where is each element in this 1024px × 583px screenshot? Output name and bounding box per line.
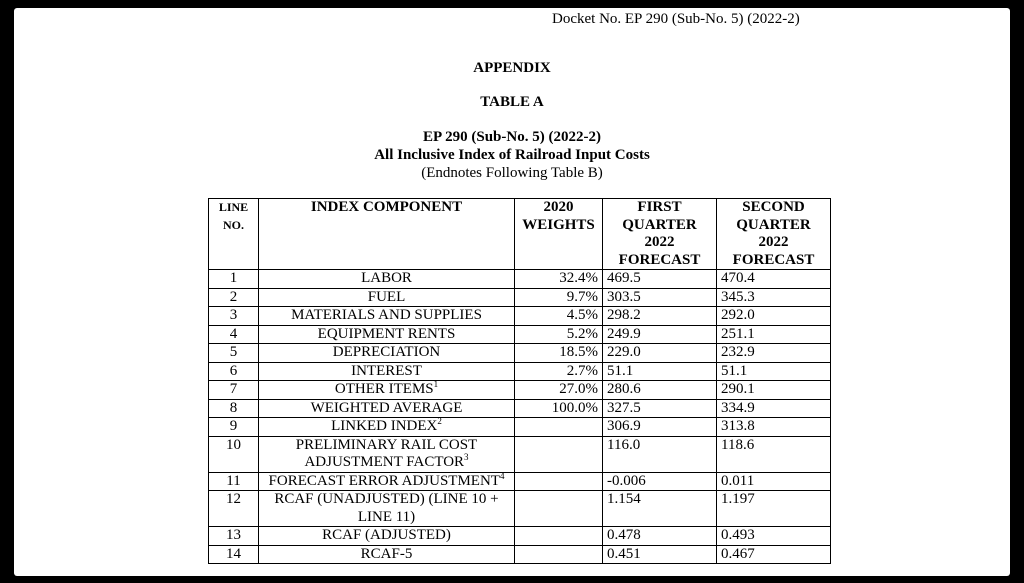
table-row — [209, 325, 831, 344]
endnotes-note: (Endnotes Following Table B) — [421, 165, 603, 181]
first-quarter-cell: 0.478 — [603, 527, 717, 546]
second-quarter-cell: 290.1 — [717, 381, 831, 400]
weight-cell: 9.7% — [515, 288, 603, 307]
docket-number: Docket No. EP 290 (Sub-No. 5) (2022-2) — [552, 11, 800, 27]
component-label: MATERIALS AND SUPPLIES — [291, 307, 482, 323]
second-quarter-cell: 313.8 — [717, 418, 831, 437]
index-table — [208, 198, 831, 564]
index-component-cell — [259, 344, 515, 363]
second-quarter-cell: 232.9 — [717, 344, 831, 363]
table-row — [209, 491, 831, 527]
index-component-cell — [259, 307, 515, 326]
weight-cell — [515, 436, 603, 472]
line-number-cell: 7 — [209, 381, 259, 400]
component-label: LABOR — [361, 270, 412, 286]
index-component-cell — [259, 545, 515, 564]
table-row — [209, 288, 831, 307]
weight-cell — [515, 472, 603, 491]
endnote-marker: 2 — [437, 416, 442, 426]
first-quarter-cell: 298.2 — [603, 307, 717, 326]
table-label: TABLE A — [480, 94, 544, 110]
component-label: FUEL — [367, 288, 406, 305]
first-quarter-cell: 327.5 — [603, 399, 717, 418]
second-quarter-cell: 1.197 — [717, 491, 831, 527]
component-label: EQUIPMENT RENTS — [317, 325, 456, 342]
index-component-cell — [259, 381, 515, 400]
header-second-quarter: SECOND QUARTER 2022 FORECAST — [717, 199, 831, 270]
first-quarter-cell: 303.5 — [603, 288, 717, 307]
index-component-cell — [259, 472, 515, 491]
second-quarter-cell: 334.9 — [717, 399, 831, 418]
table-row — [209, 418, 831, 437]
component-label: RCAF (ADJUSTED) — [322, 527, 451, 543]
line-number-cell: 1 — [209, 270, 259, 289]
index-component-cell — [259, 436, 515, 472]
weight-cell — [515, 545, 603, 564]
weight-cell: 4.5% — [515, 307, 603, 326]
second-quarter-cell: 470.4 — [717, 270, 831, 289]
index-component-cell — [259, 288, 515, 307]
line-number-cell: 8 — [209, 399, 259, 418]
weight-cell: 2.7% — [515, 362, 603, 381]
table-row — [209, 472, 831, 491]
line-number-cell: 5 — [209, 344, 259, 363]
first-quarter-cell: 469.5 — [603, 270, 717, 289]
index-component-cell — [259, 527, 515, 546]
index-component-cell — [259, 399, 515, 418]
second-quarter-cell: 0.011 — [717, 472, 831, 491]
second-quarter-cell: 51.1 — [717, 362, 831, 381]
header-line-no: LINE NO. — [209, 199, 259, 270]
component-label-continued: LINE 11) — [357, 508, 416, 525]
table-row — [209, 527, 831, 546]
component-label: WEIGHTED AVERAGE — [310, 399, 463, 416]
weight-cell — [515, 527, 603, 546]
first-quarter-cell: -0.006 — [603, 472, 717, 491]
line-number-cell: 3 — [209, 307, 259, 326]
header-weights: 2020 WEIGHTS — [515, 199, 603, 270]
weight-cell: 18.5% — [515, 344, 603, 363]
line-number-cell: 6 — [209, 362, 259, 381]
appendix-heading: APPENDIX — [473, 60, 551, 76]
component-label: PRELIMINARY RAIL COST — [295, 436, 478, 453]
first-quarter-cell: 306.9 — [603, 418, 717, 437]
table-row — [209, 545, 831, 564]
weight-cell — [515, 491, 603, 527]
index-component-cell — [259, 270, 515, 289]
component-label: DEPRECIATION — [332, 344, 441, 360]
second-quarter-cell: 0.493 — [717, 527, 831, 546]
index-component-cell — [259, 418, 515, 437]
line-number-cell: 9 — [209, 418, 259, 437]
table-row — [209, 362, 831, 381]
weight-cell: 32.4% — [515, 270, 603, 289]
endnote-marker: 1 — [433, 379, 439, 389]
index-component-cell — [259, 362, 515, 381]
table-subtitle: All Inclusive Index of Railroad Input Costs — [374, 147, 650, 163]
line-number-cell: 11 — [209, 472, 259, 491]
table-title: EP 290 (Sub-No. 5) (2022-2) — [423, 129, 601, 145]
first-quarter-cell: 0.451 — [603, 545, 717, 564]
second-quarter-cell: 251.1 — [717, 325, 831, 344]
table-body — [209, 270, 831, 564]
component-label: FORECAST ERROR ADJUSTMENT — [268, 472, 500, 489]
table-row — [209, 436, 831, 472]
line-number-cell: 10 — [209, 436, 259, 472]
weight-cell: 5.2% — [515, 325, 603, 344]
second-quarter-cell: 292.0 — [717, 307, 831, 326]
line-number-cell: 13 — [209, 527, 259, 546]
component-label: RCAF (UNADJUSTED) (LINE 10 + — [274, 491, 499, 507]
second-quarter-cell: 0.467 — [717, 545, 831, 564]
weight-cell: 100.0% — [515, 399, 603, 418]
line-number-cell: 14 — [209, 545, 259, 564]
table-row — [209, 270, 831, 289]
weight-cell — [515, 418, 603, 437]
weight-cell: 27.0% — [515, 381, 603, 400]
header-index-component: INDEX COMPONENT — [259, 199, 515, 270]
first-quarter-cell: 51.1 — [603, 362, 717, 381]
component-label: RCAF-5 — [360, 545, 413, 562]
component-label: OTHER ITEMS — [334, 381, 434, 397]
first-quarter-cell: 116.0 — [603, 436, 717, 472]
line-number-cell: 2 — [209, 288, 259, 307]
index-component-cell — [259, 491, 515, 527]
second-quarter-cell: 118.6 — [717, 436, 831, 472]
first-quarter-cell: 1.154 — [603, 491, 717, 527]
table-row — [209, 399, 831, 418]
header-first-quarter: FIRST QUARTER 2022 FORECAST — [603, 199, 717, 270]
table-row — [209, 381, 831, 400]
component-label: INTEREST — [351, 362, 422, 379]
table-row — [209, 344, 831, 363]
line-number-cell: 4 — [209, 325, 259, 344]
line-number-cell: 12 — [209, 491, 259, 527]
first-quarter-cell: 280.6 — [603, 381, 717, 400]
component-label-continued: ADJUSTMENT FACTOR — [304, 454, 465, 470]
endnote-marker: 4 — [499, 470, 505, 481]
first-quarter-cell: 229.0 — [603, 344, 717, 363]
endnote-marker: 3 — [464, 452, 469, 462]
first-quarter-cell: 249.9 — [603, 325, 717, 344]
index-component-cell — [259, 325, 515, 344]
table-row — [209, 307, 831, 326]
table-header-row — [209, 199, 831, 270]
document-page — [14, 8, 1010, 576]
component-label: LINKED INDEX — [331, 418, 438, 434]
second-quarter-cell: 345.3 — [717, 288, 831, 307]
